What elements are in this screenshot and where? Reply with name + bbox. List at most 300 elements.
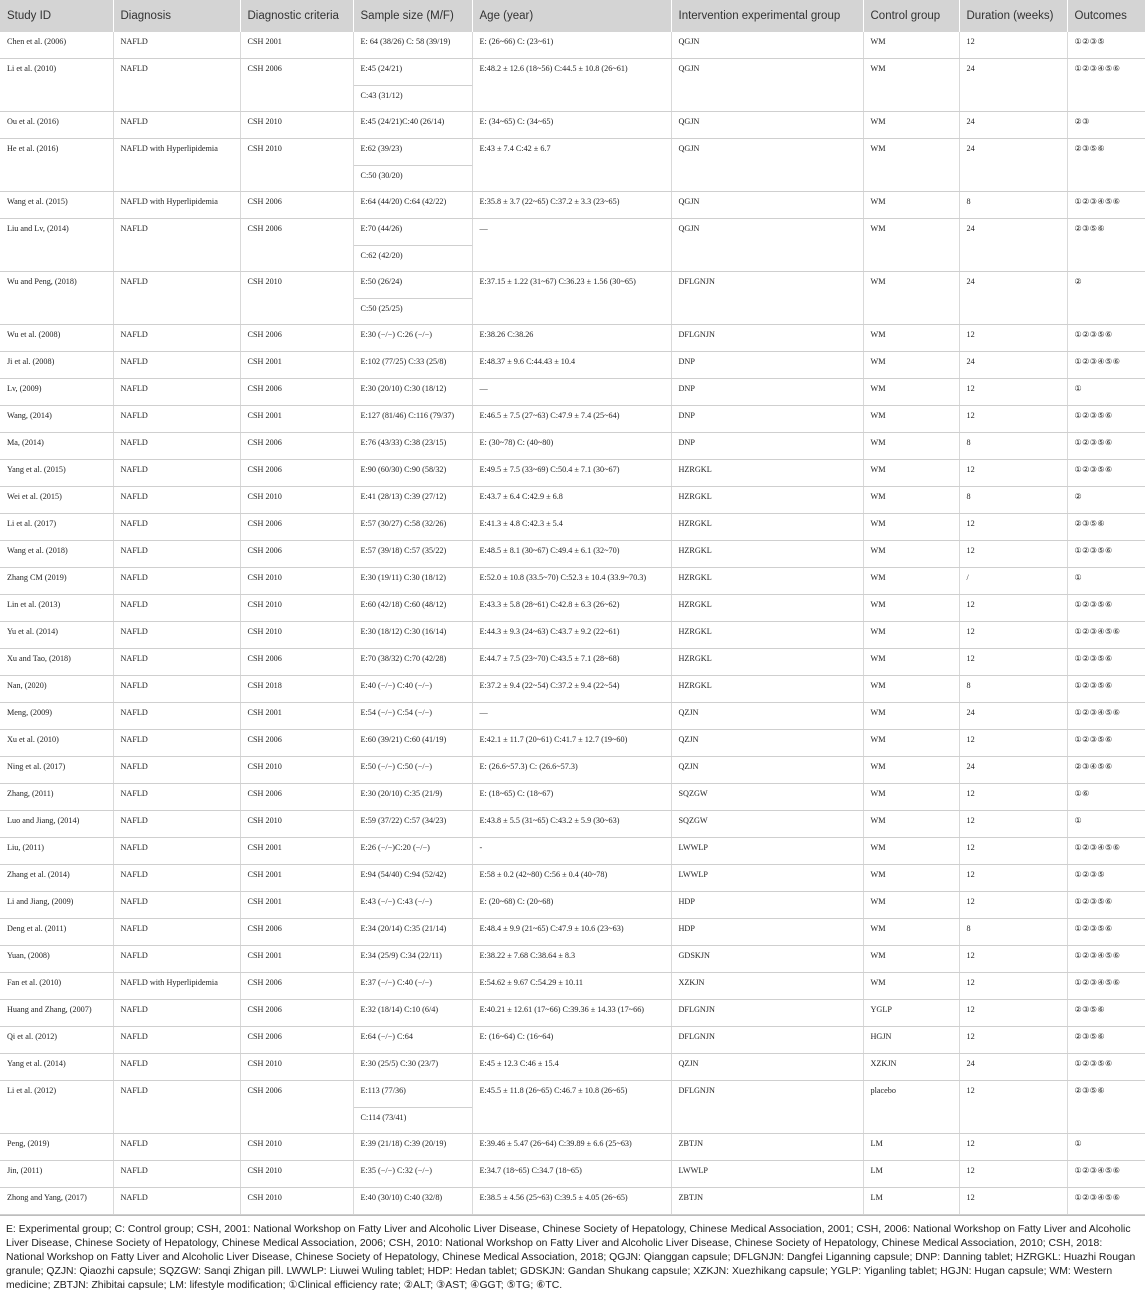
sample-size-value: E:70 (44/26)	[360, 224, 403, 233]
outcomes-cell: ①②③④⑤⑥	[1067, 352, 1145, 379]
diagnosis-cell: NAFLD	[113, 406, 240, 433]
table-row	[0, 379, 1145, 406]
diagnosis-cell: NAFLD	[113, 811, 240, 838]
intervention-cell: SQZGW	[671, 784, 863, 811]
sample-size-value: C:43 (31/12)	[354, 85, 472, 111]
age-cell: E:40.21 ± 12.61 (17~66) C:39.36 ± 14.33 (17~66)	[472, 1000, 671, 1027]
age-cell: E:34.7 (18~65) C:34.7 (18~65)	[472, 1161, 671, 1188]
outcomes-cell: ②③④⑤⑥	[1067, 757, 1145, 784]
duration-cell: 24	[959, 1054, 1067, 1081]
diagnosis-cell: NAFLD	[113, 595, 240, 622]
age-cell: E:58 ± 0.2 (42~80) C:56 ± 0.4 (40~78)	[472, 865, 671, 892]
study-id-cell: Zhang CM (2019)	[0, 568, 113, 595]
intervention-cell: HZRGKL	[671, 460, 863, 487]
age-cell: E:43.7 ± 6.4 C:42.9 ± 6.8	[472, 487, 671, 514]
criteria-cell: CSH 2010	[240, 139, 353, 192]
sample-size-value: E:41 (28/13) C:39 (27/12)	[360, 492, 447, 501]
criteria-cell: CSH 2001	[240, 406, 353, 433]
control-group-cell: WM	[863, 946, 959, 973]
diagnosis-cell: NAFLD	[113, 219, 240, 272]
age-cell: E:35.8 ± 3.7 (22~65) C:37.2 ± 3.3 (23~65)	[472, 192, 671, 219]
sample-size-value: E:34 (20/14) C:35 (21/14)	[360, 924, 447, 933]
diagnosis-cell: NAFLD	[113, 919, 240, 946]
criteria-cell: CSH 2001	[240, 892, 353, 919]
criteria-cell: CSH 2001	[240, 865, 353, 892]
age-cell: E:54.62 ± 9.67 C:54.29 ± 10.11	[472, 973, 671, 1000]
sample-size-cell	[353, 892, 472, 919]
criteria-cell: CSH 2010	[240, 272, 353, 325]
study-id-cell: Zhong and Yang, (2017)	[0, 1188, 113, 1215]
outcomes-cell: ①	[1067, 568, 1145, 595]
intervention-cell: DNP	[671, 406, 863, 433]
age-cell: E:38.26 C:38.26	[472, 325, 671, 352]
criteria-cell: CSH 2010	[240, 757, 353, 784]
sample-size-value: E:37 (−/−) C:40 (−/−)	[360, 978, 432, 987]
control-group-cell: WM	[863, 838, 959, 865]
intervention-cell: DFLGNJN	[671, 272, 863, 325]
sample-size-cell	[353, 1000, 472, 1027]
control-group-cell: WM	[863, 784, 959, 811]
sample-size-value: E:45 (24/21)C:40 (26/14)	[360, 117, 445, 126]
sample-size-cell	[353, 1081, 472, 1134]
age-cell: E:39.46 ± 5.47 (26~64) C:39.89 ± 6.6 (25~63)	[472, 1134, 671, 1161]
sample-size-value: E:26 (−/−)C:20 (−/−)	[360, 843, 430, 852]
sample-size-value: E:43 (−/−) C:43 (−/−)	[360, 897, 432, 906]
sample-size-value: E:30 (20/10) C:35 (21/9)	[360, 789, 443, 798]
study-id-cell: Wu and Peng, (2018)	[0, 272, 113, 325]
diagnosis-cell: NAFLD	[113, 487, 240, 514]
diagnosis-cell: NAFLD	[113, 325, 240, 352]
diagnosis-cell: NAFLD	[113, 676, 240, 703]
duration-cell: 8	[959, 919, 1067, 946]
control-group-cell: WM	[863, 352, 959, 379]
age-cell: E:49.5 ± 7.5 (33~69) C:50.4 ± 7.1 (30~67)	[472, 460, 671, 487]
age-cell: -	[472, 838, 671, 865]
col-header-study-id: Study ID	[0, 0, 113, 32]
age-cell: E: (20~68) C: (20~68)	[472, 892, 671, 919]
diagnosis-cell: NAFLD	[113, 352, 240, 379]
diagnosis-cell: NAFLD with Hyperlipidemia	[113, 192, 240, 219]
criteria-cell: CSH 2006	[240, 730, 353, 757]
table-row	[0, 1054, 1145, 1081]
sample-size-value: E:60 (39/21) C:60 (41/19)	[360, 735, 447, 744]
outcomes-cell: ②③	[1067, 112, 1145, 139]
sample-size-value: E:60 (42/18) C:60 (48/12)	[360, 600, 447, 609]
control-group-cell: WM	[863, 487, 959, 514]
study-id-cell: Jin, (2011)	[0, 1161, 113, 1188]
duration-cell: 8	[959, 192, 1067, 219]
criteria-cell: CSH 2010	[240, 1188, 353, 1215]
diagnosis-cell: NAFLD	[113, 757, 240, 784]
diagnosis-cell: NAFLD	[113, 946, 240, 973]
table-row	[0, 1027, 1145, 1054]
sample-size-value: E:32 (18/14) C:10 (6/4)	[360, 1005, 439, 1014]
duration-cell: 12	[959, 460, 1067, 487]
study-id-cell: Zhang, (2011)	[0, 784, 113, 811]
table-body	[0, 32, 1145, 1215]
control-group-cell: YGLP	[863, 1000, 959, 1027]
intervention-cell: HZRGKL	[671, 514, 863, 541]
control-group-cell: WM	[863, 649, 959, 676]
table-row	[0, 595, 1145, 622]
diagnosis-cell: NAFLD	[113, 838, 240, 865]
sample-size-cell	[353, 325, 472, 352]
intervention-cell: DNP	[671, 352, 863, 379]
duration-cell: 24	[959, 272, 1067, 325]
sample-size-cell	[353, 703, 472, 730]
table-footnote: E: Experimental group; C: Control group; CSH, 2001: National Workshop on Fatty Liver and Alcoholic Liver Disease, Chinese Society of Hepatology, Chinese Medical Association, 2001; CSH, 2006: National Workshop on Fatty Liver and Alcoholic Liver Disease, Chinese Society of Hepatology, Chinese Medical Association, 2006; CSH, 2010: National Workshop on Fatty Liver and Alcoholic Liver Disease, Chinese Society of Hepatology, Chinese Medical Association, 2010; CSH, 2018: National Workshop on Fatty Liver and Alcoholic Liver Disease, Chinese Society of Hepatology, Chinese Medical Association, 2018; QGJN: Qianggan capsule; DFLGNJN: Dangfei Liganning capsule; DNP: Danning tablet; HZRGKL: Huazhi Rougan granule; QZJN: Qiaozhi capsule; SQZGW: Sanqi Zhigan pill. LWWLP: Liuwei Wuling tablet; HDP: Hedan tablet; GDSKJN: Gandan Shukang capsule; XZKJN: Xuezhikang capsule; YGLP: Yiganling tablet; HGJN: Hugan capsule; WM: Western medicine; ZBTJN: Zhibitai capsule; LM: lifestyle modification; ①Clinical efficiency rate; ②ALT; ③AST; ④GGT; ⑤TG; ⑥TC.	[0, 1215, 1145, 1293]
sample-size-value: E:127 (81/46) C:116 (79/37)	[360, 411, 455, 420]
intervention-cell: HZRGKL	[671, 541, 863, 568]
age-cell: E:45.5 ± 11.8 (26~65) C:46.7 ± 10.8 (26~65)	[472, 1081, 671, 1134]
sample-size-value: E:39 (21/18) C:39 (20/19)	[360, 1139, 447, 1148]
duration-cell: 12	[959, 622, 1067, 649]
intervention-cell: DNP	[671, 433, 863, 460]
diagnosis-cell: NAFLD	[113, 1054, 240, 1081]
sample-size-value: E:64 (44/20) C:64 (42/22)	[360, 197, 447, 206]
study-id-cell: Wang et al. (2018)	[0, 541, 113, 568]
sample-size-value: E:59 (37/22) C:57 (34/23)	[360, 816, 447, 825]
criteria-cell: CSH 2010	[240, 811, 353, 838]
col-header-duration: Duration (weeks)	[959, 0, 1067, 32]
criteria-cell: CSH 2006	[240, 514, 353, 541]
outcomes-cell: ①②③⑤⑥	[1067, 433, 1145, 460]
diagnosis-cell: NAFLD	[113, 730, 240, 757]
sample-size-cell	[353, 192, 472, 219]
sample-size-cell	[353, 272, 472, 325]
sample-size-cell	[353, 219, 472, 272]
sample-size-value: C:114 (73/41)	[354, 1107, 472, 1133]
study-id-cell: Liu and Lv, (2014)	[0, 219, 113, 272]
diagnosis-cell: NAFLD	[113, 865, 240, 892]
duration-cell: 12	[959, 973, 1067, 1000]
outcomes-cell: ①②③⑤⑥	[1067, 595, 1145, 622]
table-row	[0, 1000, 1145, 1027]
outcomes-cell: ①	[1067, 379, 1145, 406]
study-id-cell: Li et al. (2017)	[0, 514, 113, 541]
table-row	[0, 973, 1145, 1000]
outcomes-cell: ①②③④⑤⑥	[1067, 1188, 1145, 1215]
age-cell: E:38.22 ± 7.68 C:38.64 ± 8.3	[472, 946, 671, 973]
outcomes-cell: ①②③⑤	[1067, 865, 1145, 892]
diagnosis-cell: NAFLD	[113, 568, 240, 595]
control-group-cell: LM	[863, 1161, 959, 1188]
study-id-cell: Lin et al. (2013)	[0, 595, 113, 622]
outcomes-cell: ②	[1067, 487, 1145, 514]
study-id-cell: Li and Jiang, (2009)	[0, 892, 113, 919]
study-id-cell: Huang and Zhang, (2007)	[0, 1000, 113, 1027]
intervention-cell: QGJN	[671, 32, 863, 59]
duration-cell: 12	[959, 730, 1067, 757]
duration-cell: 8	[959, 676, 1067, 703]
outcomes-cell: ②③⑤⑥	[1067, 219, 1145, 272]
intervention-cell: HZRGKL	[671, 676, 863, 703]
table-row	[0, 1188, 1145, 1215]
sample-size-value: E:30 (20/10) C:30 (18/12)	[360, 384, 447, 393]
age-cell: E: (18~65) C: (18~67)	[472, 784, 671, 811]
intervention-cell: ZBTJN	[671, 1134, 863, 1161]
sample-size-cell	[353, 919, 472, 946]
criteria-cell: CSH 2006	[240, 59, 353, 112]
outcomes-cell: ①②③⑤⑥	[1067, 406, 1145, 433]
table-row	[0, 1134, 1145, 1161]
outcomes-cell: ①②③⑤⑥	[1067, 676, 1145, 703]
sample-size-value: E:40 (30/10) C:40 (32/8)	[360, 1193, 443, 1202]
table-row	[0, 1081, 1145, 1134]
sample-size-value: E:40 (−/−) C:40 (−/−)	[360, 681, 432, 690]
study-id-cell: Deng et al. (2011)	[0, 919, 113, 946]
intervention-cell: QZJN	[671, 1054, 863, 1081]
table-row	[0, 487, 1145, 514]
control-group-cell: WM	[863, 406, 959, 433]
intervention-cell: QGJN	[671, 112, 863, 139]
duration-cell: 24	[959, 757, 1067, 784]
criteria-cell: CSH 2006	[240, 973, 353, 1000]
sample-size-cell	[353, 865, 472, 892]
duration-cell: 24	[959, 112, 1067, 139]
sample-size-cell	[353, 406, 472, 433]
criteria-cell: CSH 2010	[240, 1054, 353, 1081]
sample-size-value: C:50 (30/20)	[354, 165, 472, 191]
criteria-cell: CSH 2010	[240, 1134, 353, 1161]
sample-size-value: E:70 (38/32) C:70 (42/28)	[360, 654, 447, 663]
sample-size-cell	[353, 973, 472, 1000]
duration-cell: 12	[959, 1000, 1067, 1027]
age-cell: E:37.2 ± 9.4 (22~54) C:37.2 ± 9.4 (22~54)	[472, 676, 671, 703]
diagnosis-cell: NAFLD	[113, 703, 240, 730]
col-header-outcomes: Outcomes	[1067, 0, 1145, 32]
intervention-cell: GDSKJN	[671, 946, 863, 973]
sample-size-value: E:35 (−/−) C:32 (−/−)	[360, 1166, 432, 1175]
table-row	[0, 676, 1145, 703]
table-row	[0, 514, 1145, 541]
control-group-cell: WM	[863, 811, 959, 838]
intervention-cell: QGJN	[671, 219, 863, 272]
sample-size-cell	[353, 784, 472, 811]
intervention-cell: QZJN	[671, 730, 863, 757]
intervention-cell: DFLGNJN	[671, 1000, 863, 1027]
study-id-cell: Meng, (2009)	[0, 703, 113, 730]
duration-cell: 12	[959, 892, 1067, 919]
diagnosis-cell: NAFLD	[113, 1000, 240, 1027]
sample-size-value: E:34 (25/9) C:34 (22/11)	[360, 951, 442, 960]
duration-cell: 24	[959, 139, 1067, 192]
criteria-cell: CSH 2006	[240, 433, 353, 460]
control-group-cell: WM	[863, 219, 959, 272]
outcomes-cell: ①②③④⑤⑥	[1067, 973, 1145, 1000]
table-row	[0, 59, 1145, 112]
control-group-cell: WM	[863, 703, 959, 730]
outcomes-cell: ①②③⑤⑥	[1067, 541, 1145, 568]
intervention-cell: HZRGKL	[671, 595, 863, 622]
duration-cell: 12	[959, 649, 1067, 676]
col-header-intervention: Intervention experimental group	[671, 0, 863, 32]
control-group-cell: WM	[863, 272, 959, 325]
intervention-cell: LWWLP	[671, 1161, 863, 1188]
col-header-sample-size: Sample size (M/F)	[353, 0, 472, 32]
criteria-cell: CSH 2010	[240, 595, 353, 622]
sample-size-cell	[353, 757, 472, 784]
age-cell: E:48.2 ± 12.6 (18~56) C:44.5 ± 10.8 (26~61)	[472, 59, 671, 112]
outcomes-cell: ②③⑤⑥	[1067, 1000, 1145, 1027]
duration-cell: 12	[959, 32, 1067, 59]
intervention-cell: LWWLP	[671, 865, 863, 892]
age-cell: E:48.37 ± 9.6 C:44.43 ± 10.4	[472, 352, 671, 379]
table-row	[0, 892, 1145, 919]
outcomes-cell: ①②③⑤⑥	[1067, 460, 1145, 487]
sample-size-cell	[353, 568, 472, 595]
study-id-cell: Nan, (2020)	[0, 676, 113, 703]
outcomes-cell: ①⑥	[1067, 784, 1145, 811]
control-group-cell: LM	[863, 1134, 959, 1161]
diagnosis-cell: NAFLD	[113, 272, 240, 325]
intervention-cell: HDP	[671, 919, 863, 946]
study-id-cell: Xu and Tao, (2018)	[0, 649, 113, 676]
criteria-cell: CSH 2018	[240, 676, 353, 703]
sample-size-cell	[353, 1134, 472, 1161]
study-id-cell: Li et al. (2012)	[0, 1081, 113, 1134]
diagnosis-cell: NAFLD	[113, 32, 240, 59]
sample-size-cell	[353, 139, 472, 192]
intervention-cell: HZRGKL	[671, 622, 863, 649]
duration-cell: 12	[959, 865, 1067, 892]
criteria-cell: CSH 2010	[240, 622, 353, 649]
age-cell: E:43.3 ± 5.8 (28~61) C:42.8 ± 6.3 (26~62)	[472, 595, 671, 622]
diagnosis-cell: NAFLD	[113, 784, 240, 811]
outcomes-cell: ①②③⑤⑥	[1067, 892, 1145, 919]
age-cell: E: (34~65) C: (34~65)	[472, 112, 671, 139]
sample-size-value: E: 64 (38/26) C: 58 (39/19)	[360, 37, 451, 46]
sample-size-value: E:64 (−/−) C:64	[360, 1032, 413, 1041]
table-row	[0, 757, 1145, 784]
intervention-cell: QGJN	[671, 192, 863, 219]
col-header-control-group: Control group	[863, 0, 959, 32]
sample-size-cell	[353, 514, 472, 541]
table-row	[0, 219, 1145, 272]
age-cell: E:38.5 ± 4.56 (25~63) C:39.5 ± 4.05 (26~65)	[472, 1188, 671, 1215]
sample-size-cell	[353, 59, 472, 112]
intervention-cell: DFLGNJN	[671, 1027, 863, 1054]
study-id-cell: Ou et al. (2016)	[0, 112, 113, 139]
duration-cell: 12	[959, 838, 1067, 865]
sample-size-value: C:50 (25/25)	[354, 298, 472, 324]
age-cell: E:43.8 ± 5.5 (31~65) C:43.2 ± 5.9 (30~63)	[472, 811, 671, 838]
sample-size-cell	[353, 487, 472, 514]
outcomes-cell: ①	[1067, 811, 1145, 838]
criteria-cell: CSH 2006	[240, 541, 353, 568]
table-row	[0, 272, 1145, 325]
diagnosis-cell: NAFLD with Hyperlipidemia	[113, 973, 240, 1000]
sample-size-cell	[353, 1188, 472, 1215]
criteria-cell: CSH 2010	[240, 487, 353, 514]
table-row	[0, 325, 1145, 352]
table-row	[0, 919, 1145, 946]
study-id-cell: Xu et al. (2010)	[0, 730, 113, 757]
duration-cell: 12	[959, 541, 1067, 568]
outcomes-cell: ①②③⑤⑥	[1067, 730, 1145, 757]
intervention-cell: DFLGNJN	[671, 325, 863, 352]
criteria-cell: CSH 2001	[240, 32, 353, 59]
age-cell: E: (30~78) C: (40~80)	[472, 433, 671, 460]
diagnosis-cell: NAFLD	[113, 112, 240, 139]
duration-cell: 12	[959, 379, 1067, 406]
control-group-cell: WM	[863, 112, 959, 139]
control-group-cell: WM	[863, 379, 959, 406]
age-cell: E:44.3 ± 9.3 (24~63) C:43.7 ± 9.2 (22~61)	[472, 622, 671, 649]
header-row	[0, 0, 1145, 32]
study-id-cell: Li et al. (2010)	[0, 59, 113, 112]
table-row	[0, 541, 1145, 568]
study-id-cell: Chen et al. (2006)	[0, 32, 113, 59]
control-group-cell: XZKJN	[863, 1054, 959, 1081]
sample-size-cell	[353, 946, 472, 973]
table-row	[0, 32, 1145, 59]
criteria-cell: CSH 2006	[240, 649, 353, 676]
outcomes-cell: ②③⑤⑥	[1067, 1081, 1145, 1134]
study-id-cell: Yang et al. (2014)	[0, 1054, 113, 1081]
sample-size-value: E:30 (19/11) C:30 (18/12)	[360, 573, 446, 582]
criteria-cell: CSH 2006	[240, 1000, 353, 1027]
table-row	[0, 192, 1145, 219]
sample-size-value: E:94 (54/40) C:94 (52/42)	[360, 870, 447, 879]
diagnosis-cell: NAFLD with Hyperlipidemia	[113, 139, 240, 192]
sample-size-cell	[353, 676, 472, 703]
intervention-cell: LWWLP	[671, 838, 863, 865]
study-id-cell: He et al. (2016)	[0, 139, 113, 192]
criteria-cell: CSH 2006	[240, 460, 353, 487]
table-row	[0, 838, 1145, 865]
intervention-cell: QZJN	[671, 703, 863, 730]
criteria-cell: CSH 2010	[240, 112, 353, 139]
study-id-cell: Ji et al. (2008)	[0, 352, 113, 379]
diagnosis-cell: NAFLD	[113, 433, 240, 460]
intervention-cell: QGJN	[671, 59, 863, 112]
duration-cell: 8	[959, 433, 1067, 460]
control-group-cell: WM	[863, 460, 959, 487]
table-row	[0, 811, 1145, 838]
age-cell: —	[472, 379, 671, 406]
col-header-diagnostic-criteria: Diagnostic criteria	[240, 0, 353, 32]
control-group-cell: WM	[863, 919, 959, 946]
outcomes-cell: ①②③⑤⑥	[1067, 919, 1145, 946]
duration-cell: 12	[959, 784, 1067, 811]
diagnosis-cell: NAFLD	[113, 1134, 240, 1161]
sample-size-cell	[353, 112, 472, 139]
outcomes-cell: ①	[1067, 1134, 1145, 1161]
duration-cell: 12	[959, 1188, 1067, 1215]
control-group-cell: WM	[863, 514, 959, 541]
duration-cell: 12	[959, 406, 1067, 433]
outcomes-cell: ②③⑤⑥	[1067, 139, 1145, 192]
study-id-cell: Fan et al. (2010)	[0, 973, 113, 1000]
study-id-cell: Wang et al. (2015)	[0, 192, 113, 219]
duration-cell: 24	[959, 219, 1067, 272]
control-group-cell: WM	[863, 595, 959, 622]
outcomes-cell: ①②③④⑤⑥	[1067, 703, 1145, 730]
control-group-cell: WM	[863, 973, 959, 1000]
criteria-cell: CSH 2006	[240, 784, 353, 811]
outcomes-cell: ②③⑤⑥	[1067, 1027, 1145, 1054]
sample-size-value: E:76 (43/33) C:38 (23/15)	[360, 438, 447, 447]
criteria-cell: CSH 2006	[240, 379, 353, 406]
diagnosis-cell: NAFLD	[113, 59, 240, 112]
duration-cell: 24	[959, 703, 1067, 730]
sample-size-cell	[353, 541, 472, 568]
duration-cell: 12	[959, 325, 1067, 352]
intervention-cell: DFLGNJN	[671, 1081, 863, 1134]
age-cell: —	[472, 219, 671, 272]
control-group-cell: HGJN	[863, 1027, 959, 1054]
